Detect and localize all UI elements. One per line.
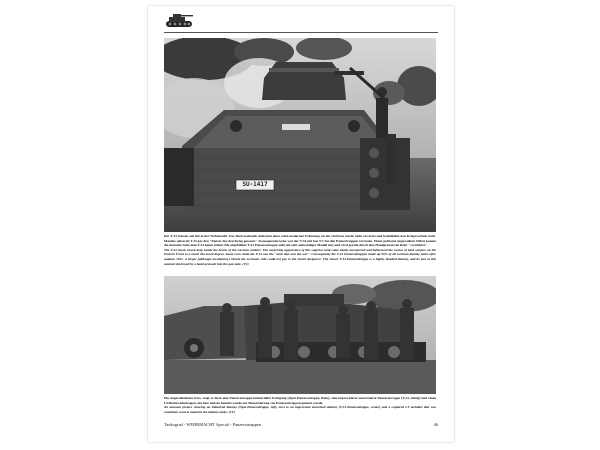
magazine-page [148,6,454,442]
caption-bottom-english: An unusual picture showing an industrial dummy (Opel-Panzerattrappe, left), next to an improvised motorized dummy (T-34-Panzerattrappe, center) and a captured LT melodist that was sometimes used to motorize the dummy tanks. (JV) [164,405,436,414]
caption-top-english: The T-34 shock struck deep inside the hearts of the German soldiers. The surprising appearance of this superior tank came totally unexpected and influenced the course of land warfare on the Eastern Front to a much discussed degree. Some even claim the T-34 was the "tank that won the war". Consequently the T-34 Panzerattrappen made up 90% of all German dummy tanks after autumn 1941. A larger (although involuntary) tribute the Germans side could not pay to the Soviet designers! The shown T-34-Panzerattrappe is a highly detailed dummy, and its just at this moment destroyed by a hand grenade into the gun tube. (JV) [164,247,436,266]
tank-plate-text: SU-1417 [242,181,268,188]
tank-logo-icon [164,12,194,30]
footer-publication: Tankograd - WEHRMACHT Special - Panzerattrappen [164,422,261,427]
photo-t34-dummy [164,38,436,232]
caption-bottom [164,396,436,414]
caption-top-german: Der T-34 Schock saß tief in der Wehrmacht. Das überraschende Auftreten eines solch modernen Fahrzeugs an der Ostfront wurde nicht erwartet und beeinflußte den Kriegsverlauf stark. Manche sehen im T-34 gar den "Panzer der den Krieg gewann". Konsequenterweise war der T-34 mit fast 9:1 bei den Panzertruppen vertreten. Einen gröberen ungewollten Tribut konnte die deutsche Seite dem T-34 kaum zollen! Die abgebildete T-34 Panzerattrappe steht ein sehr aufwendiges Modell dar, und wird gerade durch eine Handgranate im Rohr "vernichtet". [164,234,436,248]
photo-dummy-tanks-group [164,276,436,394]
caption-top [164,234,436,266]
page-number: 46 [433,422,438,427]
header-rule [164,32,438,33]
caption-bottom-german: Ein ungewöhnliches Foto, zeigt es doch eine Panzerattrappe industrieller Fertigung (Opel-Panzerattrappe, links), eine improvisierte motorisierte Panzerattrappe (T-34, mittig) und einen LT-Beutewickelwagen, der hier und da benutzt wurde zur Motorisierung von Panzerattrappen genutzt wurde. [164,396,436,405]
